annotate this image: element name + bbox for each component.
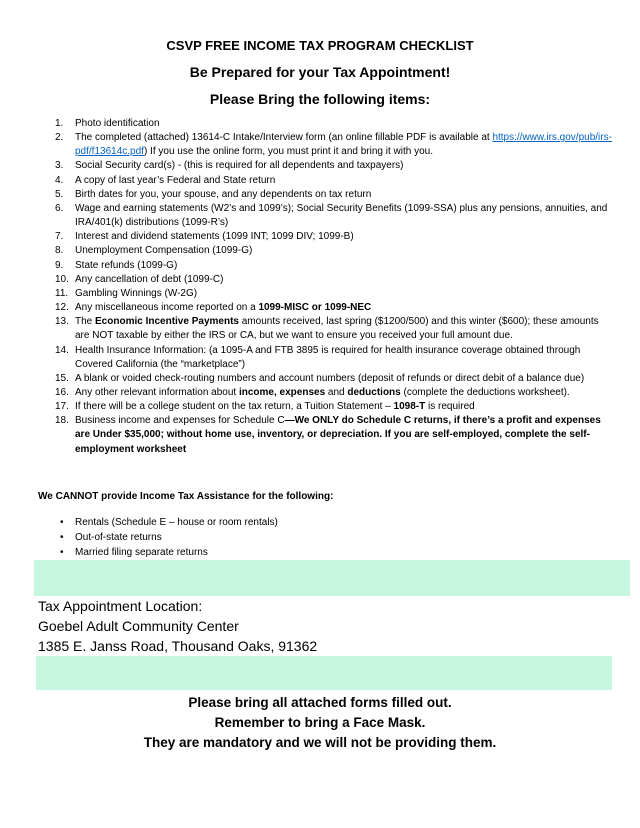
checklist-item xyxy=(40,386,612,400)
item-text-bold: —We ONLY do Schedule C returns, if there’s a profit and expenses are Under $35,000; without home use, inventory, or depreciation. If you are self-employed, complete the self-employment worksheet xyxy=(75,415,601,455)
item-text-bold: Economic Incentive Payments xyxy=(95,316,239,328)
item-text: amounts received, last spring ($1200/500) and this winter ($600); these amounts are NOT taxable by either the IRS or CA, but we want to ensure you received your full amount due. xyxy=(75,316,599,342)
item-text-bold: deductions xyxy=(347,386,401,398)
item-number: 7. xyxy=(55,231,64,243)
cannot-list xyxy=(40,515,278,560)
item-text: Social Security card(s) - (this is required for all dependents and taxpayers) xyxy=(75,160,404,172)
item-number: 17. xyxy=(55,401,69,413)
bullet-icon: • xyxy=(60,517,64,528)
item-text: If there will be a college student on the tax return, a Tuition Statement – xyxy=(75,401,394,413)
item-text: The completed (attached) 13614-C Intake/Interview form (an online fillable PDF is available at xyxy=(75,132,493,144)
checklist-item xyxy=(40,230,612,244)
location-name: Goebel Adult Community Center xyxy=(38,618,239,634)
item-text: Health Insurance Information: (a 1095-A and FTB 3895 is required for health insurance coverage obtained through Covered California (the “marketplace”) xyxy=(75,344,581,370)
item-text: Wage and earning statements (W2’s and 1099’s); Social Security Benefits (1099-SSA) plus any pensions, annuities, and IRA/401(k) distributions (1099-R’s) xyxy=(75,202,608,229)
item-number: 13. xyxy=(55,316,69,328)
cannot-item xyxy=(40,545,278,560)
bullet-icon: • xyxy=(60,547,64,558)
checklist-item xyxy=(40,400,612,414)
item-text: and xyxy=(325,386,348,398)
item-text: A blank or voided check-routing numbers and account numbers (deposit of refunds or direct debit of a balance due) xyxy=(75,372,585,384)
footer-line-mask: Remember to bring a Face Mask. xyxy=(214,715,426,730)
item-number: 6. xyxy=(55,202,64,214)
list-intro-heading: Please Bring the following items: xyxy=(209,91,431,107)
item-text: Unemployment Compensation (1099-G) xyxy=(75,245,253,257)
checklist-item xyxy=(40,315,612,343)
checklist-item xyxy=(40,259,612,273)
item-text: Birth dates for you, your spouse, and any dependents on tax return xyxy=(75,188,372,200)
item-text: Business income and expenses for Schedule C xyxy=(75,415,285,427)
item-text: Gambling Winnings (W-2G) xyxy=(75,287,198,299)
item-number: 18. xyxy=(55,415,69,427)
highlight-band-bottom xyxy=(36,656,612,690)
item-number: 10. xyxy=(55,273,69,285)
item-text-bold: 1098-T xyxy=(393,401,426,413)
checklist-item xyxy=(40,131,612,159)
checklist-item xyxy=(40,414,612,456)
checklist-item xyxy=(40,159,612,173)
page-subtitle: Be Prepared for your Tax Appointment! xyxy=(189,64,451,80)
footer-line-mandatory: They are mandatory and we will not be providing them. xyxy=(143,735,497,750)
cannot-item-text: Rentals (Schedule E – house or room rentals) xyxy=(75,517,278,528)
location-address: 1385 E. Janss Road, Thousand Oaks, 91362 xyxy=(38,638,318,654)
page-title: CSVP FREE INCOME TAX PROGRAM CHECKLIST xyxy=(166,38,474,53)
checklist-item xyxy=(40,202,612,230)
item-number: 12. xyxy=(55,302,69,314)
checklist-item xyxy=(40,301,612,315)
item-text: (complete the deductions worksheet). xyxy=(400,386,570,398)
item-number: 1. xyxy=(55,118,64,129)
item-text: State refunds (1099-G) xyxy=(75,259,178,271)
item-number: 4. xyxy=(55,174,64,186)
item-number: 5. xyxy=(55,188,64,200)
cannot-heading: We CANNOT provide Income Tax Assistance for the following: xyxy=(38,491,334,502)
irs-form-link[interactable]: https://www.irs.gov/pub/irs-pdf/f13614c.pdf xyxy=(75,132,612,158)
checklist-item xyxy=(40,244,612,258)
checklist-item xyxy=(40,372,612,386)
cannot-item-text: Married filing separate returns xyxy=(75,547,208,558)
item-number: 8. xyxy=(55,245,64,257)
item-number: 14. xyxy=(55,344,69,356)
item-text-bold: 1099-MISC or 1099-NEC xyxy=(258,302,372,314)
highlight-band-top xyxy=(34,560,630,596)
item-text: The xyxy=(75,316,96,328)
checklist-item xyxy=(40,188,612,202)
item-text: ) If you use the online form, you must print it and bring it with you. xyxy=(143,146,433,158)
item-number: 16. xyxy=(55,386,69,398)
item-text: Photo identification xyxy=(75,118,160,129)
item-text: Any cancellation of debt (1099-C) xyxy=(75,273,224,285)
cannot-item xyxy=(40,530,278,545)
item-text: A copy of last year’s Federal and State return xyxy=(75,174,276,186)
checklist-item xyxy=(40,174,612,188)
bullet-icon: • xyxy=(60,532,64,543)
checklist-item xyxy=(40,273,612,287)
footer-line-forms: Please bring all attached forms filled out. xyxy=(188,695,452,710)
item-number: 3. xyxy=(55,160,64,172)
checklist xyxy=(40,117,612,457)
item-number: 15. xyxy=(55,372,69,384)
item-text: is required xyxy=(425,401,475,413)
item-number: 2. xyxy=(55,132,64,144)
item-number: 11. xyxy=(55,287,69,299)
cannot-item xyxy=(40,515,278,530)
location-label: Tax Appointment Location: xyxy=(38,598,203,614)
checklist-item xyxy=(40,287,612,301)
item-text: Interest and dividend statements (1099 INT; 1099 DIV; 1099-B) xyxy=(75,231,354,243)
checklist-item xyxy=(40,117,612,131)
item-text-bold: income, expenses xyxy=(238,386,326,398)
checklist-item xyxy=(40,344,612,372)
item-number: 9. xyxy=(55,259,64,271)
item-text: Any miscellaneous income reported on a xyxy=(75,302,259,314)
cannot-item-text: Out-of-state returns xyxy=(75,532,162,543)
item-text: Any other relevant information about xyxy=(75,386,239,398)
